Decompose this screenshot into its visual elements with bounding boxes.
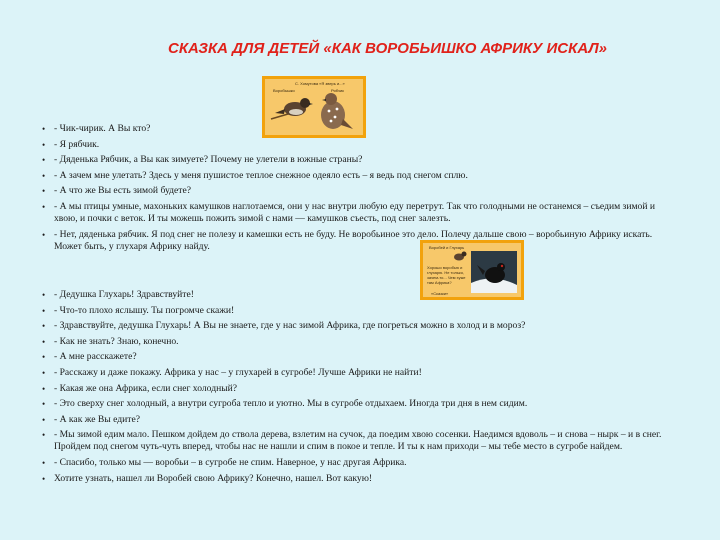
list-item: • - Расскажу и даже покажу. Африка у нас – у глухарей в сугробе! Лучше Африки не найти!: [36, 367, 686, 379]
sparrow-label: Воробышко: [273, 88, 295, 93]
sparrow-icon: [454, 252, 467, 261]
list-item: • Хотите узнать, нашел ли Воробей свою Африку? Конечно, нашел. Вот какую!: [36, 473, 686, 485]
list-item: • - Что-то плохо яслышу. Ты погромче скажи!: [36, 305, 686, 317]
list-item: • - Дяденька Рябчик, а Вы как зимуете? Почему не улетели в южные страны?: [36, 154, 676, 166]
list-item: • - Это сверху снег холодный, а внутри сугроба тепло и уютно. Мы в сугробе отдыхаем. Иногда три дня в нем сидим.: [36, 398, 686, 410]
list-item: • - А мы птицы умные, махоньких камушков наглотаемся, они у нас внутри любую еду перетрут. Так что голодными не останемся – съедим зимой и хвою, и почки с веток. И ты можешь пожить зимой с нами — камушков съесть, под снег залезть.: [36, 201, 676, 225]
list-item: • - А как же Вы едите?: [36, 414, 686, 426]
list-item: • - А мне расскажете?: [36, 351, 686, 363]
illustration-text: Хорошо воробью и глухарю. Не только, зачем-то... Чем хуже там Африка?: [427, 265, 466, 285]
list-item: • - Как не знать? Знаю, конечно.: [36, 336, 686, 348]
list-item: • - Какая же она Африка, если снег холодный?: [36, 383, 686, 395]
page-title: СКАЗКА ДЛЯ ДЕТЕЙ «КАК ВОРОБЬИШКО АФРИКУ ИСКАЛ»: [168, 40, 607, 57]
list-item: • - Чик-чирик. А Вы кто?: [36, 123, 676, 135]
list-item: • - Мы зимой едим мало. Пешком дойдем до ствола дерева, взлетим на сучок, да поедим хвою сосенки. Наедимся вдоволь – и снова – нырк – и в снег. Пройдем под снегом чуть-чуть вперед, чтобы нас не нашли и спим в покое и тепле. И ты к нам приходи – мы тебе место в сугробе найдем.: [36, 429, 686, 453]
dialogue-list-capercaillie: [36, 289, 686, 488]
grouse-label: Рябчик: [331, 88, 344, 93]
illustration-footer: «Сказки»: [431, 291, 449, 296]
list-item: • - Здравствуйте, дедушка Глухарь! А Вы не знаете, где у нас зимой Африка, где погреться можно в холод и в мороз?: [36, 320, 686, 332]
dialogue-list-grouse: [36, 123, 676, 256]
illustration-caption: С. Хомутова «Я зверь и...»: [295, 81, 345, 86]
list-item: • - А зачем мне улетать? Здесь у меня пушистое теплое снежное одеяло есть – я ведь под снегом сплю.: [36, 170, 676, 182]
illustration-caption: Воробей и Глухарь: [429, 245, 465, 250]
list-item: • - Дедушка Глухарь! Здравствуйте!: [36, 289, 686, 301]
list-item: • - Спасибо, только мы — воробьи – в сугробе не спим. Наверное, у нас другая Африка.: [36, 457, 686, 469]
sparrow-icon: [275, 98, 313, 116]
list-item: • - Я рябчик.: [36, 139, 676, 151]
list-item: • - А что же Вы есть зимой будете?: [36, 185, 676, 197]
list-item: • - Нет, дяденька рябчик. Я под снег не полезу и камешки есть не буду. Не воробьиное это дело. Полечу дальше свою – воробьиную Африку искать. Может быть, у глухаря Африку найду.: [36, 229, 674, 253]
